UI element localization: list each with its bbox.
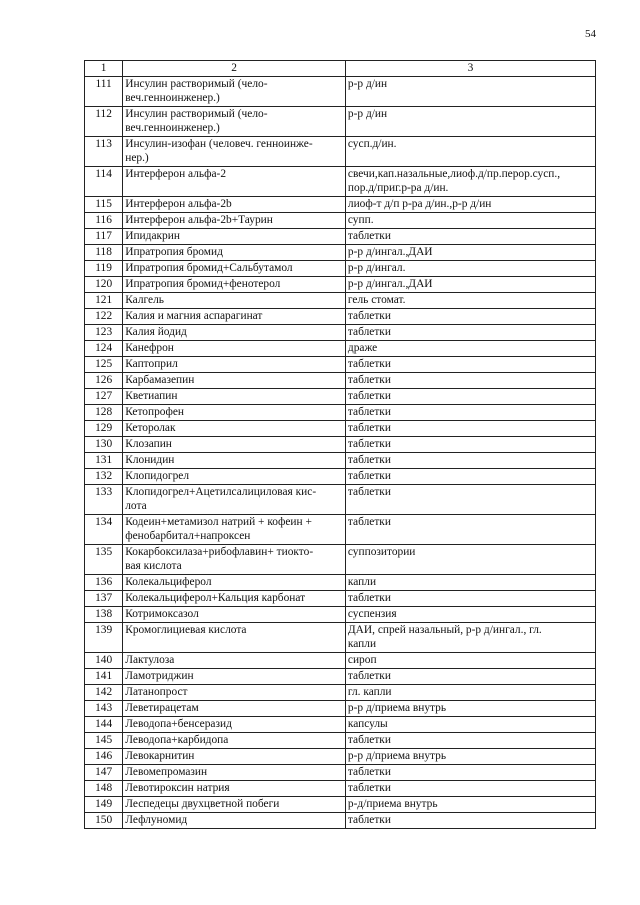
table-row <box>85 213 596 229</box>
drug-name: Интерферон альфа-2b <box>123 197 346 213</box>
row-number: 120 <box>85 277 123 293</box>
table-row <box>85 749 596 765</box>
drug-name: Канефрон <box>123 341 346 357</box>
dosage-form: таблетки <box>345 453 595 469</box>
row-number: 132 <box>85 469 123 485</box>
row-number: 122 <box>85 309 123 325</box>
row-number: 133 <box>85 485 123 515</box>
dosage-form: р-р д/ин <box>345 77 595 107</box>
table-row <box>85 485 596 515</box>
drug-name: Леветирацетам <box>123 701 346 717</box>
drug-name: Калия и магния аспарагинат <box>123 309 346 325</box>
row-number: 123 <box>85 325 123 341</box>
dosage-form: таблетки <box>345 515 595 545</box>
drug-name: Ипратропия бромид <box>123 245 346 261</box>
table-row <box>85 797 596 813</box>
dosage-form: свечи,кап.назальные,лиоф.д/пр.перор.сусп., пор.д/приг.р-ра д/ин. <box>345 167 595 197</box>
row-number: 113 <box>85 137 123 167</box>
table-row <box>85 137 596 167</box>
row-number: 146 <box>85 749 123 765</box>
dosage-form: таблетки <box>345 733 595 749</box>
column-header-3: 3 <box>345 61 595 77</box>
table-row <box>85 781 596 797</box>
row-number: 144 <box>85 717 123 733</box>
table-row <box>85 623 596 653</box>
table-row <box>85 437 596 453</box>
row-number: 140 <box>85 653 123 669</box>
table-row <box>85 669 596 685</box>
dosage-form: таблетки <box>345 765 595 781</box>
row-number: 118 <box>85 245 123 261</box>
drug-name: Инсулин растворимый (чело- веч.генноинженер.) <box>123 107 346 137</box>
row-number: 149 <box>85 797 123 813</box>
drug-name: Карбамазепин <box>123 373 346 389</box>
row-number: 136 <box>85 575 123 591</box>
drug-name: Клопидогрел <box>123 469 346 485</box>
table-row <box>85 607 596 623</box>
row-number: 141 <box>85 669 123 685</box>
dosage-form: таблетки <box>345 229 595 245</box>
row-number: 145 <box>85 733 123 749</box>
row-number: 115 <box>85 197 123 213</box>
table-row <box>85 421 596 437</box>
row-number: 124 <box>85 341 123 357</box>
row-number: 135 <box>85 545 123 575</box>
table-row <box>85 545 596 575</box>
dosage-form: таблетки <box>345 813 595 829</box>
table-row <box>85 357 596 373</box>
dosage-form: капли <box>345 575 595 591</box>
drug-name: Калия йодид <box>123 325 346 341</box>
table-row <box>85 261 596 277</box>
row-number: 137 <box>85 591 123 607</box>
dosage-form: р-р д/ин <box>345 107 595 137</box>
table-row <box>85 107 596 137</box>
drug-name: Каптоприл <box>123 357 346 373</box>
drug-name: Интерферон альфа-2 <box>123 167 346 197</box>
drug-name: Кеторолак <box>123 421 346 437</box>
row-number: 134 <box>85 515 123 545</box>
medication-table <box>84 60 596 829</box>
drug-name: Калгель <box>123 293 346 309</box>
drug-name: Кодеин+метамизол натрий + кофеин + фенобарбитал+напроксен <box>123 515 346 545</box>
row-number: 125 <box>85 357 123 373</box>
row-number: 126 <box>85 373 123 389</box>
drug-name: Левокарнитин <box>123 749 346 765</box>
row-number: 143 <box>85 701 123 717</box>
row-number: 121 <box>85 293 123 309</box>
dosage-form: р-д/приема внутрь <box>345 797 595 813</box>
table-row <box>85 685 596 701</box>
drug-name: Инсулин-изофан (человеч. генноинже- нер.) <box>123 137 346 167</box>
dosage-form: суппозитории <box>345 545 595 575</box>
drug-name: Лефлуномид <box>123 813 346 829</box>
dosage-form: таблетки <box>345 669 595 685</box>
dosage-form: р-р д/приема внутрь <box>345 701 595 717</box>
dosage-form: таблетки <box>345 389 595 405</box>
row-number: 128 <box>85 405 123 421</box>
dosage-form: р-р д/приема внутрь <box>345 749 595 765</box>
table-row <box>85 277 596 293</box>
drug-name: Ламотриджин <box>123 669 346 685</box>
table-row <box>85 293 596 309</box>
row-number: 116 <box>85 213 123 229</box>
drug-name: Кокарбоксилаза+рибофлавин+ тиокто- вая кислота <box>123 545 346 575</box>
row-number: 148 <box>85 781 123 797</box>
dosage-form: р-р д/ингал.,ДАИ <box>345 277 595 293</box>
table-row <box>85 341 596 357</box>
table-header-row <box>85 61 596 77</box>
dosage-form: таблетки <box>345 309 595 325</box>
row-number: 147 <box>85 765 123 781</box>
row-number: 131 <box>85 453 123 469</box>
drug-name: Кетопрофен <box>123 405 346 421</box>
dosage-form: р-р д/ингал. <box>345 261 595 277</box>
dosage-form: сироп <box>345 653 595 669</box>
drug-name: Кветиапин <box>123 389 346 405</box>
drug-name: Клопидогрел+Ацетилсалициловая кис- лота <box>123 485 346 515</box>
row-number: 130 <box>85 437 123 453</box>
table-row <box>85 813 596 829</box>
page-number: 54 <box>585 28 596 40</box>
dosage-form: таблетки <box>345 485 595 515</box>
drug-name: Ипратропия бромид+Сальбутамол <box>123 261 346 277</box>
table-row <box>85 591 596 607</box>
table-row <box>85 197 596 213</box>
table-row <box>85 653 596 669</box>
table-row <box>85 453 596 469</box>
dosage-form: ДАИ, спрей назальный, р-р д/ингал., гл. капли <box>345 623 595 653</box>
dosage-form: сусп.д/ин. <box>345 137 595 167</box>
dosage-form: суспензия <box>345 607 595 623</box>
table-row <box>85 77 596 107</box>
dosage-form: капсулы <box>345 717 595 733</box>
dosage-form: драже <box>345 341 595 357</box>
table-row <box>85 515 596 545</box>
drug-name: Клозапин <box>123 437 346 453</box>
row-number: 127 <box>85 389 123 405</box>
table-row <box>85 389 596 405</box>
column-header-2: 2 <box>123 61 346 77</box>
drug-name: Левотироксин натрия <box>123 781 346 797</box>
drug-name: Колекальциферол+Кальция карбонат <box>123 591 346 607</box>
table-row <box>85 733 596 749</box>
table-row <box>85 701 596 717</box>
dosage-form: таблетки <box>345 469 595 485</box>
table-row <box>85 167 596 197</box>
drug-name: Левомепромазин <box>123 765 346 781</box>
drug-name: Инсулин растворимый (чело- веч.генноинженер.) <box>123 77 346 107</box>
drug-name: Кромоглициевая кислота <box>123 623 346 653</box>
drug-name: Клонидин <box>123 453 346 469</box>
row-number: 119 <box>85 261 123 277</box>
dosage-form: таблетки <box>345 325 595 341</box>
drug-name: Котримоксазол <box>123 607 346 623</box>
drug-name: Колекальциферол <box>123 575 346 591</box>
column-header-1: 1 <box>85 61 123 77</box>
dosage-form: гл. капли <box>345 685 595 701</box>
drug-name: Латанопрост <box>123 685 346 701</box>
table-row <box>85 245 596 261</box>
dosage-form: лиоф-т д/п р-ра д/ин.,р-р д/ин <box>345 197 595 213</box>
drug-name: Леспедецы двухцветной побеги <box>123 797 346 813</box>
table-body <box>85 77 596 829</box>
drug-name: Леводопа+бенсеразид <box>123 717 346 733</box>
row-number: 139 <box>85 623 123 653</box>
row-number: 138 <box>85 607 123 623</box>
dosage-form: супп. <box>345 213 595 229</box>
table-row <box>85 325 596 341</box>
row-number: 129 <box>85 421 123 437</box>
dosage-form: таблетки <box>345 357 595 373</box>
drug-name: Леводопа+карбидопа <box>123 733 346 749</box>
drug-name: Ипидакрин <box>123 229 346 245</box>
table-row <box>85 373 596 389</box>
dosage-form: таблетки <box>345 437 595 453</box>
drug-name: Лактулоза <box>123 653 346 669</box>
row-number: 112 <box>85 107 123 137</box>
dosage-form: таблетки <box>345 591 595 607</box>
dosage-form: таблетки <box>345 405 595 421</box>
table-row <box>85 717 596 733</box>
row-number: 142 <box>85 685 123 701</box>
dosage-form: гель стомат. <box>345 293 595 309</box>
dosage-form: р-р д/ингал.,ДАИ <box>345 245 595 261</box>
table-row <box>85 405 596 421</box>
dosage-form: таблетки <box>345 781 595 797</box>
row-number: 117 <box>85 229 123 245</box>
drug-name: Ипратропия бромид+фенотерол <box>123 277 346 293</box>
row-number: 150 <box>85 813 123 829</box>
table-row <box>85 469 596 485</box>
row-number: 111 <box>85 77 123 107</box>
drug-name: Интерферон альфа-2b+Таурин <box>123 213 346 229</box>
dosage-form: таблетки <box>345 421 595 437</box>
row-number: 114 <box>85 167 123 197</box>
dosage-form: таблетки <box>345 373 595 389</box>
table-row <box>85 575 596 591</box>
table-row <box>85 229 596 245</box>
table-row <box>85 309 596 325</box>
table-row <box>85 765 596 781</box>
